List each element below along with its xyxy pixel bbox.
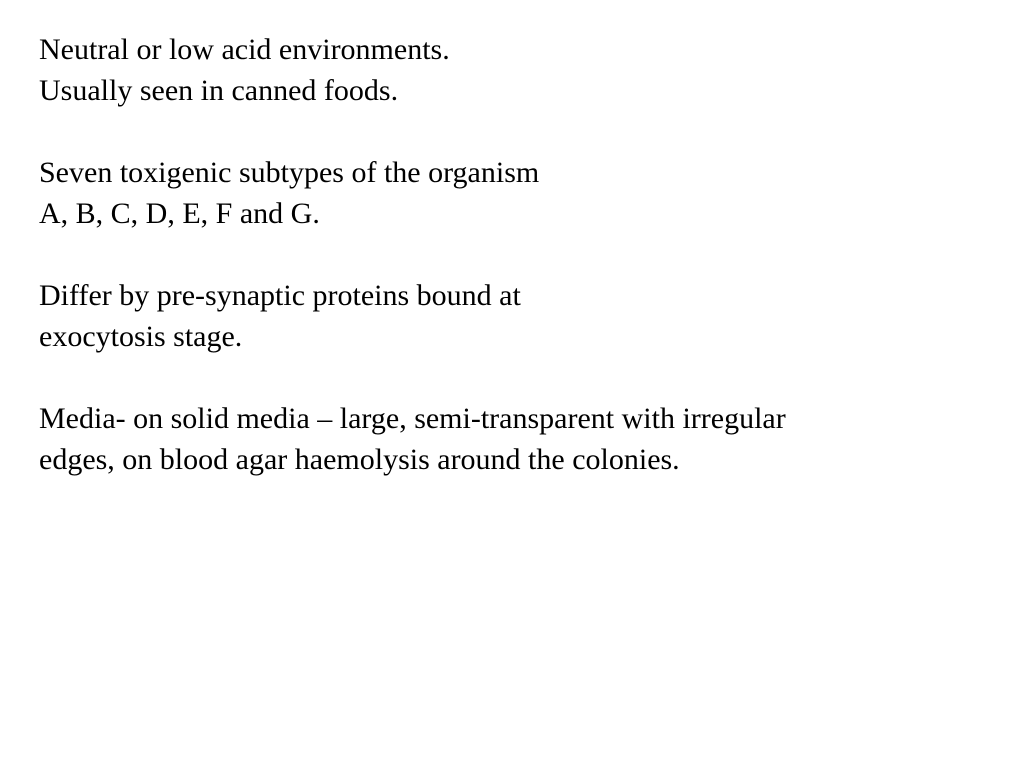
text-line: A, B, C, D, E, F and G.	[39, 197, 320, 230]
text-line: exocytosis stage.	[39, 320, 243, 353]
paragraph-media	[39, 398, 999, 480]
paragraph-spacer	[39, 111, 999, 152]
text-line: Media- on solid media – large, semi-transparent with irregular	[39, 402, 786, 435]
paragraph-spacer	[39, 234, 999, 275]
text-line: Differ by pre-synaptic proteins bound at	[39, 279, 521, 312]
paragraph-proteins	[39, 275, 999, 357]
text-line: Usually seen in canned foods.	[39, 74, 399, 107]
text-line: edges, on blood agar haemolysis around the colonies.	[39, 443, 680, 476]
text-line: Seven toxigenic subtypes of the organism	[39, 156, 540, 189]
paragraph-subtypes	[39, 152, 999, 234]
paragraph-environment	[39, 29, 999, 111]
text-line: Neutral or low acid environments.	[39, 33, 450, 66]
slide-body-text	[39, 29, 999, 480]
paragraph-spacer	[39, 357, 999, 398]
